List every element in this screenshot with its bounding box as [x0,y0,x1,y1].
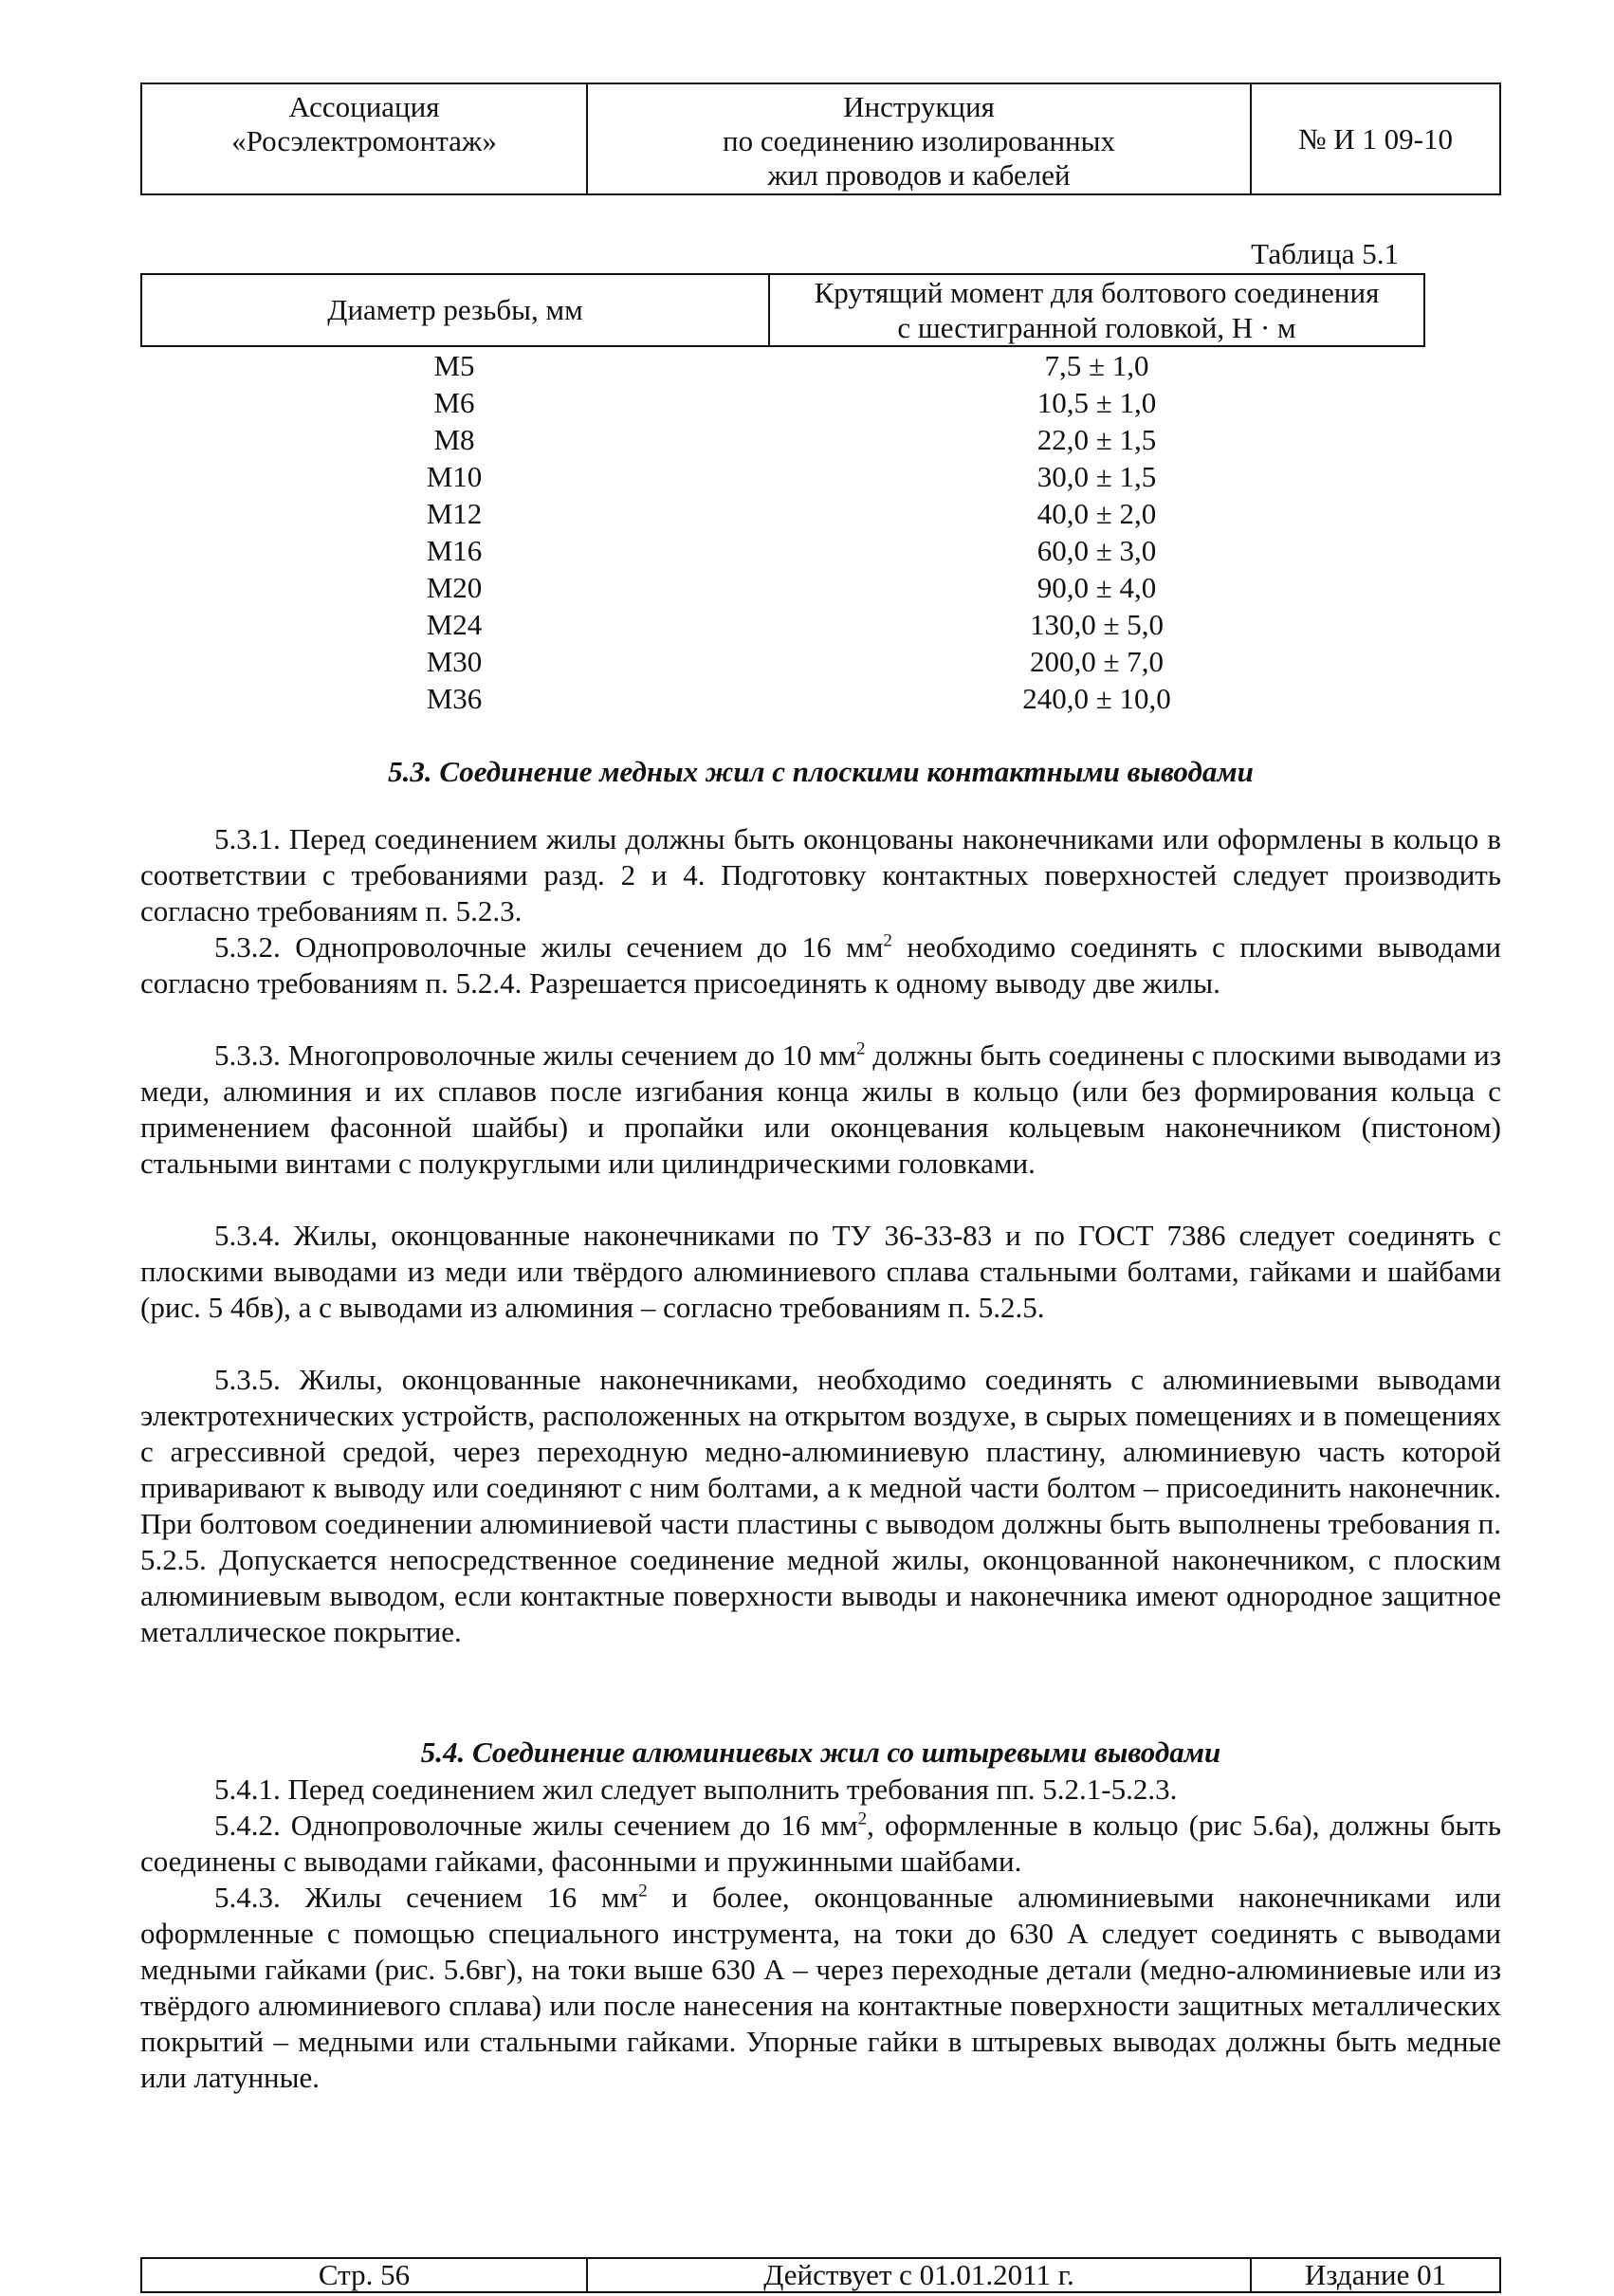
table-cell-thread: М6 [433,386,475,419]
table-cell-thread: М8 [433,423,475,456]
footer-valid-from: Действует с 01.01.2011 г. [588,2259,1252,2291]
paragraph-text: 5.3.2. Однопроволочные жилы сечением до 16 мм [214,930,884,964]
table-cell-torque: 60,0 ± 3,0 [1036,534,1157,567]
organization-name-line1: Ассоциация [288,90,440,123]
paragraph-text: 5.3.3. Многопроволочные жилы сечением до 10 мм [214,1038,856,1072]
table-cell-torque: 40,0 ± 2,0 [1036,497,1157,530]
superscript: 2 [883,930,892,951]
table-header [140,273,1425,347]
paragraph-text: необходимо соединять с плоскими выводами согласно требованиям п. 5.2.4. Разрешается присоединять к одному выводу две жилы. [140,930,1501,1000]
superscript: 2 [857,1809,868,1829]
header-document-number-cell [1252,84,1499,193]
table-cell-thread: М30 [426,645,483,678]
table-row [140,458,1425,495]
table-cell-thread: М5 [433,349,475,382]
superscript: 2 [856,1038,866,1059]
table-cell-thread: М36 [426,682,483,715]
section-heading-5-4: 5.4. Соединение алюминиевых жил со штыревыми выводами [420,1736,1221,1769]
table-row [140,606,1425,643]
paragraph-5-3-3 [140,1038,1501,1182]
document-title-line2: жил проводов и кабелей [767,158,1071,192]
table-cell-torque: 200,0 ± 7,0 [1029,645,1164,678]
table-cell-thread: М10 [426,460,483,493]
table-caption: Таблица 5.1 [1251,237,1399,270]
document-type: Инструкция [843,90,995,123]
table-cell-thread: М24 [426,608,483,641]
paragraph-5-3-4: 5.3.4. Жилы, оконцованные наконечниками по ТУ 36-33-83 и по ГОСТ 7386 следует соединять с плоскими выводами из меди или твёрдого алюминиевого сплава стальными болтами, гайками и шайбами (рис. 5 4бв), а с выводами из алюминия – согласно требованиям п. 5.2.5. [140,1219,1501,1324]
table-header-torque [770,275,1423,345]
paragraph-text: 5.4.3. Жилы сечением 16 мм [214,1881,639,1914]
document-footer [140,2257,1501,2293]
table-cell-thread: М16 [426,534,483,567]
table-row [140,347,1425,384]
paragraph-5-4-1: 5.4.1. Перед соединением жил следует выполнить требования пп. 5.2.1-5.2.3. [214,1773,1178,1806]
document-title-line1: по соединению изолированных [723,124,1115,157]
table-row [140,495,1425,532]
paragraph-text: 5.4.2. Однопроволочные жилы сечением до 16 мм [214,1809,858,1842]
table-cell-thread: М12 [426,497,483,530]
table-row [140,643,1425,680]
table-cell-torque: 30,0 ± 1,5 [1036,460,1157,493]
table-cell-torque: 22,0 ± 1,5 [1036,423,1157,456]
superscript: 2 [638,1881,648,1901]
table-header-torque-line1: Крутящий момент для болтового соединения [814,276,1380,309]
table-row [140,421,1425,458]
document-number: № И 1 09-10 [1297,122,1454,156]
table-row [140,569,1425,606]
paragraph-5-3-1: 5.3.1. Перед соединением жилы должны быть оконцованы наконечниками или оформлены в кольцо в соответствии с требованиями разд. 2 и 4. Подготовку контактных поверхностей следует производить согласно требованиям п. 5.2.3. [140,822,1501,928]
footer-page-number: Стр. 56 [142,2259,588,2291]
document-header [140,83,1501,195]
footer-edition: Издание 01 [1304,2258,1447,2291]
table-cell-thread: М20 [426,571,483,604]
section-heading-5-3: 5.3. Соединение медных жил с плоскими контактными выводами [388,755,1254,788]
paragraph-5-4-3 [140,1880,1501,2096]
paragraph-text: и более, оконцованные алюминиевыми наконечниками или оформленные с помощью специального инструмента, на токи до 630 А следует соединять с выводами медными гайками (рис. 5.6вг), на токи выше 630 А – через переходные детали (медно-алюминиевые или из твёрдого алюминиевого сплава) или после нанесения на контактные поверхности защитных металлических покрытий – медными или стальными гайками. Упорные гайки в штыревых выводах должны быть медные или латунные. [140,1881,1502,2094]
paragraph-text: , оформленные в кольцо (рис 5.6а), должны быть соединены с выводами гайками, фасонными и пружинными шайбами. [140,1809,1501,1878]
header-document-title-cell [588,84,1252,193]
table-cell-torque: 10,5 ± 1,0 [1036,386,1157,419]
paragraph-5-4-2 [140,1808,1501,1880]
header-organization-cell [142,84,588,193]
table-row [140,384,1425,421]
paragraph-5-3-5: 5.3.5. Жилы, оконцованные наконечниками, необходимо соединять с алюминиевыми выводами электротехнических устройств, расположенных на открытом воздухе, в сырых помещениях и в помещениях с агрессивной средой, через переходную медно-алюминиевую пластину, алюминиевую часть которой приваривают к выводу или соединяют с ним болтами, а к медной части болтом – присоединить наконечник. При болтовом соединении алюминиевой части пластины с выводом должны быть выполнены требования п. 5.2.5. Допускается непосредственное соединение медной жилы, оконцованной наконечником, с плоским алюминиевым выводом, если контактные поверхности выводы и наконечника имеют однородное защитное металлическое покрытие. [140,1363,1501,1648]
organization-name-line2: «Росэлектромонтаж» [231,124,497,157]
table-row [140,680,1425,717]
table-cell-torque: 240,0 ± 10,0 [1022,682,1171,715]
table-header-thread-diameter: Диаметр резьбы, мм [142,275,770,345]
paragraph-5-3-2 [140,929,1501,1001]
table-cell-torque: 90,0 ± 4,0 [1036,571,1157,604]
table-header-torque-line2: с шестигранной головкой, Н · м [897,311,1296,344]
paragraph-text: должны быть соединены с плоскими выводами из меди, алюминия и их сплавов после изгибания конца жилы в кольцо (или без формирования кольца с применением фасонной шайбы) и пропайки или оконцевания кольцевым наконечником (пистоном) стальными винтами с полукруглыми или цилиндрическими головками. [140,1038,1501,1180]
table-cell-torque: 130,0 ± 5,0 [1029,608,1164,641]
table-cell-torque: 7,5 ± 1,0 [1044,349,1149,382]
table-row [140,532,1425,569]
